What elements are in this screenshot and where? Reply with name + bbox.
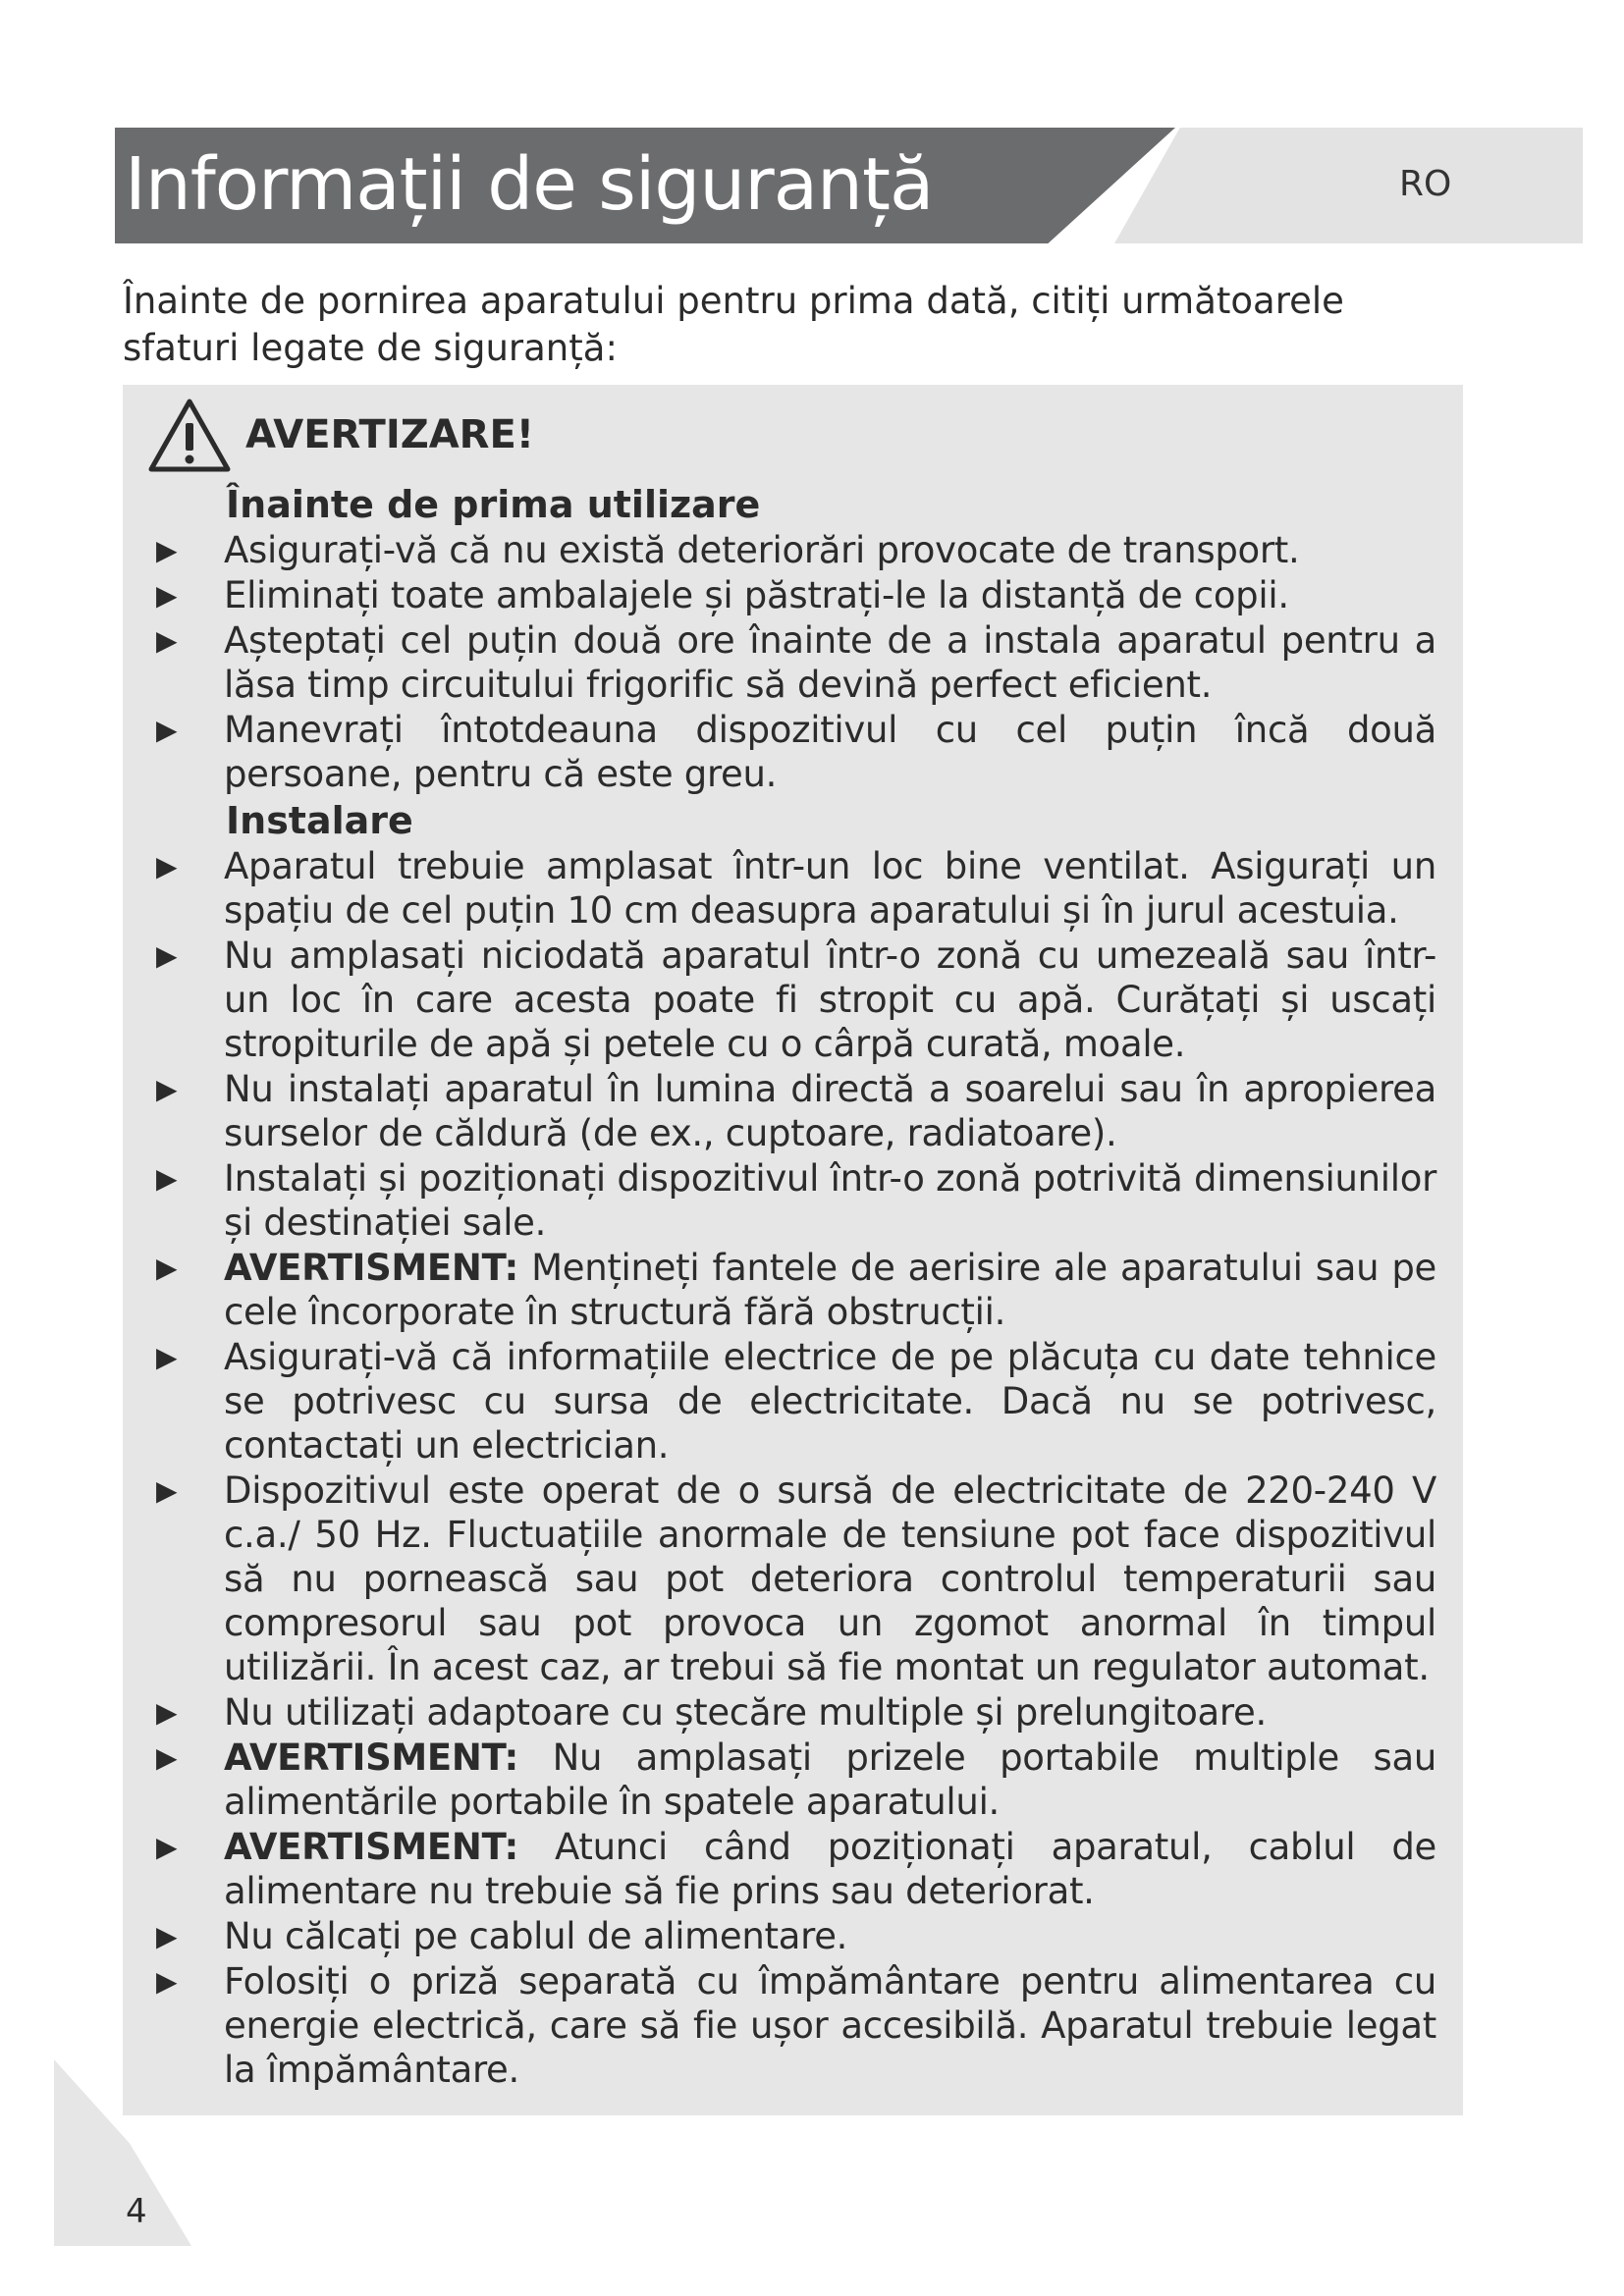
- bullet-arrow-icon: ▶: [156, 1831, 178, 1863]
- item-text: Manevrați întotdeauna dispozitivul cu cel puțin încă două persoane, pentru că este greu.: [224, 709, 1436, 795]
- bullet-arrow-icon: ▶: [156, 939, 178, 972]
- bullet-arrow-icon: ▶: [156, 850, 178, 882]
- item-text: Nu amplasați niciodată aparatul într-o zonă cu umezeală sau într-un loc în care acesta poate fi stropit cu apă. Curățați și uscați stropiturile de apă și petele cu o cârpă curată, moale.: [224, 934, 1436, 1065]
- warning-box: [123, 385, 1463, 2115]
- list-item: [150, 708, 1436, 796]
- bullet-arrow-icon: ▶: [156, 1920, 178, 1952]
- item-text: Nu amplasați prizele portabile multiple sau alimentările portabile în spatele aparatului.: [224, 1736, 1436, 1823]
- list-item: [150, 528, 1436, 572]
- list-item: [150, 1156, 1436, 1245]
- warning-label: AVERTISMENT:: [224, 1736, 518, 1779]
- item-text: Aparatul trebuie amplasat într-un loc bine ventilat. Asigurați un spațiu de cel puțin 10 cm deasupra aparatului și în jurul acestuia.: [224, 845, 1436, 932]
- bullet-arrow-icon: ▶: [156, 624, 178, 657]
- bullet-arrow-icon: ▶: [156, 534, 178, 566]
- bullet-arrow-icon: ▶: [156, 1341, 178, 1373]
- bullet-arrow-icon: ▶: [156, 1696, 178, 1729]
- warning-label: AVERTISMENT:: [224, 1247, 518, 1289]
- list-item: [150, 1468, 1436, 1689]
- list-item: [150, 844, 1436, 933]
- warning-content: [150, 481, 1436, 2093]
- item-text: Nu instalați aparatul în lumina directă a soarelui sau în apropierea surselor de căldură (de ex., cuptoare, radiatoare).: [224, 1068, 1436, 1154]
- list-item: [150, 1735, 1436, 1824]
- bullet-arrow-icon: ▶: [156, 1073, 178, 1105]
- page-number: 4: [126, 2192, 147, 2231]
- list-item: [150, 1690, 1436, 1735]
- bullet-arrow-icon: ▶: [156, 1474, 178, 1507]
- list-item: [150, 1959, 1436, 2092]
- item-text: Dispozitivul este operat de o sursă de electricitate de 220-240 V c.a./ 50 Hz. Fluctuațiile anormale de tensiune pot face dispozitivul să nu pornească sau pot deteriora controlul temperaturii sau compresorul sau pot provoca un zgomot anormal în timpul utilizării. În acest caz, ar trebui să fie montat un regulator automat.: [224, 1469, 1436, 1688]
- list-item: [150, 1246, 1436, 1334]
- bullet-arrow-icon: ▶: [156, 1965, 178, 1998]
- bullet-list: [150, 528, 1436, 796]
- item-text: Așteptați cel puțin două ore înainte de a instala aparatul pentru a lăsa timp circuitului frigorific să devină perfect eficient.: [224, 619, 1436, 706]
- item-text: Eliminați toate ambalajele și păstrați-le la distanță de copii.: [224, 574, 1289, 616]
- item-text: Mențineți fantele de aerisire ale aparatului sau pe cele încorporate în structură fără obstrucții.: [224, 1247, 1436, 1333]
- list-item: [150, 1825, 1436, 1913]
- bullet-arrow-icon: ▶: [156, 1741, 178, 1774]
- warning-title: AVERTIZARE!: [245, 412, 535, 457]
- item-text: Folosiți o priză separată cu împământare pentru alimentarea cu energie electrică, care să fie ușor accesibilă. Aparatul trebuie legat la împământare.: [224, 1960, 1436, 2091]
- warning-label: AVERTISMENT:: [224, 1826, 518, 1868]
- item-text: Nu utilizați adaptoare cu ștecăre multiple și prelungitoare.: [224, 1691, 1267, 1734]
- bullet-arrow-icon: ▶: [156, 1162, 178, 1195]
- bullet-arrow-icon: ▶: [156, 1252, 178, 1284]
- section-heading: Înainte de prima utilizare: [226, 483, 761, 526]
- intro-text: Înainte de pornirea aparatului pentru prima dată, citiți următoarele sfaturi legate de siguranță:: [123, 280, 1344, 369]
- item-text: Nu călcați pe cablul de alimentare.: [224, 1915, 848, 1957]
- header-lang-tab: [1114, 128, 1583, 243]
- section-heading: Instalare: [226, 799, 413, 842]
- item-text: Atunci când poziționați aparatul, cablul de alimentare nu trebuie să fie prins sau deteriorat.: [224, 1826, 1436, 1912]
- language-code: RO: [1399, 164, 1452, 204]
- list-item: [150, 1335, 1436, 1468]
- list-item: [150, 1914, 1436, 1958]
- warning-triangle-icon: [146, 397, 233, 475]
- item-text: Asigurați-vă că nu există deteriorări provocate de transport.: [224, 529, 1300, 571]
- bullet-arrow-icon: ▶: [156, 579, 178, 612]
- bullet-arrow-icon: ▶: [156, 714, 178, 746]
- list-item: [150, 1067, 1436, 1155]
- page-title: Informații de siguranță: [125, 142, 934, 227]
- item-text: Instalați și poziționați dispozitivul într-o zonă potrivită dimensiunilor și destinației sale.: [224, 1157, 1436, 1244]
- list-item: [150, 618, 1436, 707]
- item-text: Asigurați-vă că informațiile electrice de pe plăcuța cu date tehnice se potrivesc cu sursa de electricitate. Dacă nu se potrivesc, contactați un electrician.: [224, 1336, 1436, 1467]
- list-item: [150, 573, 1436, 617]
- list-item: [150, 934, 1436, 1066]
- bullet-list: [150, 844, 1436, 2092]
